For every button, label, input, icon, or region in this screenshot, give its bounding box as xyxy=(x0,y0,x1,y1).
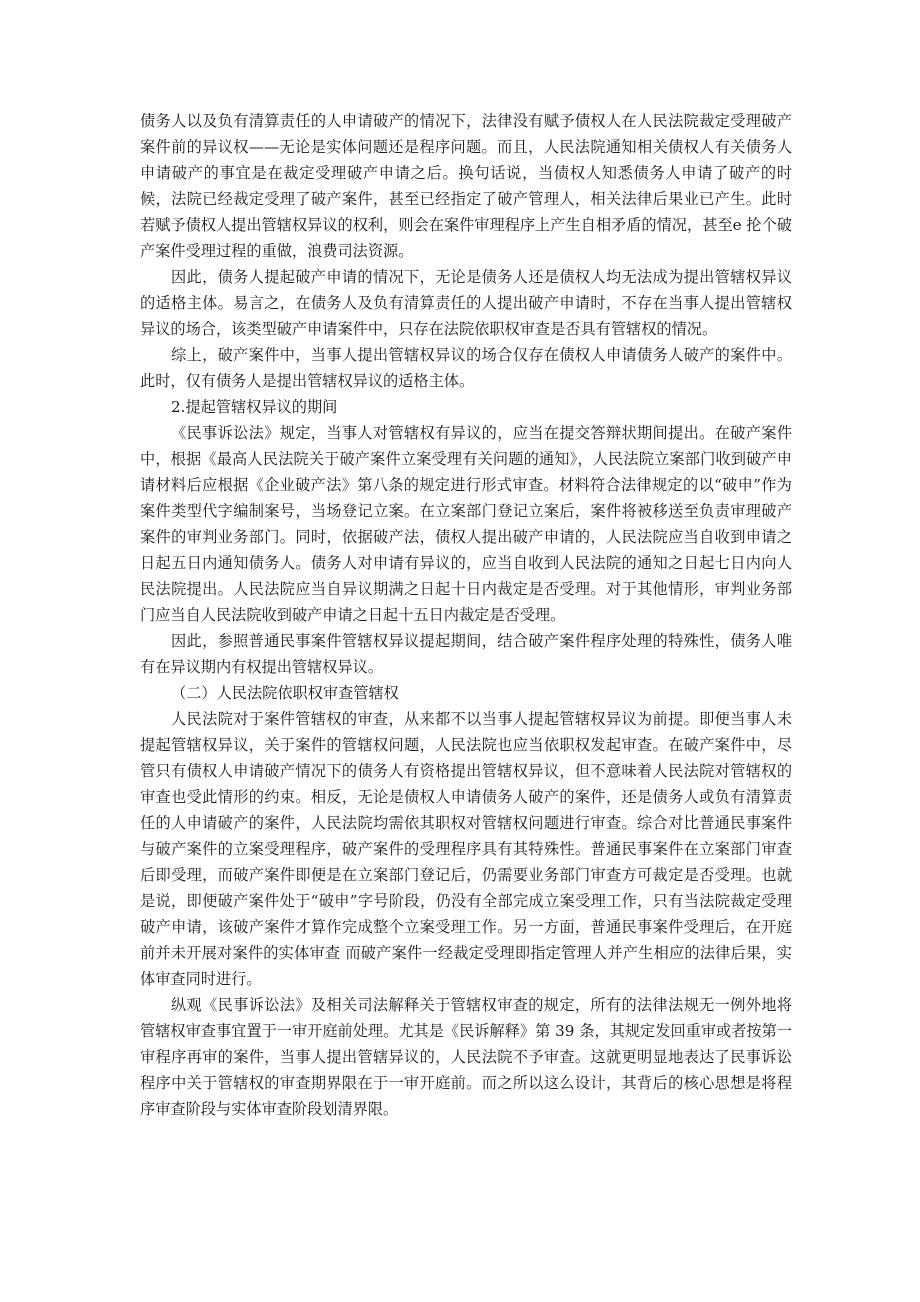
paragraph-5: 因此，参照普通民事案件管辖权异议提起期间，结合破产案件程序处理的特殊性，债务人唯有在异议期内有权提出管辖权异议。 xyxy=(140,632,792,676)
paragraph-7: 纵观《民事诉讼法》及相关司法解释关于管辖权审查的规定，所有的法律法规无一例外地将管辖权审查事宜置于一审开庭前处理。尤其是《民诉解释》第 39 条，其规定发回重审或者按第一审程序再审的案件，当事人提出管辖异议的，人民法院不予审查。这就更明显地表达了民事诉讼程序中关于管辖权的审查期界限在于一审开庭前。而之所以这么设计，其背后的核心思想是将程序审查阶段与实体审查阶段划清界限。 xyxy=(140,996,792,1118)
section-heading-court-review: （二）人民法院依职权审查管辖权 xyxy=(171,684,399,702)
paragraph-3: 综上，破产案件中，当事人提出管辖权异议的场合仅存在债权人申请债务人破产的案件中。此时，仅有债务人是提出管辖权异议的适格主体。 xyxy=(140,346,792,390)
paragraph-1: 债务人以及负有清算责任的人申请破产的情况下，法律没有赋予债权人在人民法院裁定受理破产案件前的异议权——无论是实体问题还是程序问题。而且，人民法院通知相关债权人有关债务人申请破产的事宜是在裁定受理破产申请之后。换句话说，当债权人知悉债务人申请了破产的时候，法院已经裁定受理了破产案件，甚至已经指定了破产管理人，相关法律后果业已产生。此时若赋予债权人提出管辖权异议的权利，则会在案件审理程序上产生自相矛盾的情况，甚至e 抡个破产案件受理过程的重做，浪费司法资源。 xyxy=(140,112,792,260)
section-heading-period: 2.提起管辖权异议的期间 xyxy=(171,398,338,416)
paragraph-6: 人民法院对于案件管辖权的审查，从来都不以当事人提起管辖权异议为前提。即便当事人未提起管辖权异议，关于案件的管辖权问题，人民法院也应当依职权发起审查。在破产案件中，尽管只有债权人申请破产情况下的债务人有资格提出管辖权异议，但不意味着人民法院对管辖权的审查也受此情形的约束。相反，无论是债权人申请债务人破产的案件，还是债务人或负有清算责任的人申请破产的案件，人民法院均需依其职权对管辖权问题进行审查。综合对比普通民事案件与破产案件的立案受理程序，破产案件的受理程序具有其特殊性。普通民事案件在立案部门审查后即受理，而破产案件即便是在立案部门登记后，仍需要业务部门审查方可裁定是否受理。也就是说，即便破产案件处于“破申”字号阶段，仍没有全部完成立案受理工作，只有当法院裁定受理破产申请，该破产案件才算作完成整个立案受理工作。另一方面，普通民事案件受理后，在开庭前并未开展对案件的实体审查 而破产案件一经裁定受理即指定管理人并产生相应的法律后果，实体审查同时进行。 xyxy=(140,710,792,988)
paragraph-2: 因此，债务人提起破产申请的情况下，无论是债务人还是债权人均无法成为提出管辖权异议的适格主体。易言之，在债务人及负有清算责任的人提出破产申请时，不存在当事人提出管辖权异议的场合，该类型破产申请案件中，只存在法院依职权审查是否具有管辖权的情况。 xyxy=(140,268,792,338)
paragraph-4: 《民事诉讼法》规定，当事人对管辖权有异议的，应当在提交答辩状期间提出。在破产案件中，根据《最高人民法院关于破产案件立案受理有关问题的通知》，人民法院立案部门收到破产申请材料后应根据《企业破产法》第八条的规定进行形式审查。材料符合法律规定的以“破申”作为案件类型代字编制案号，当场登记立案。在立案部门登记立案后，案件将被移送至负责审理破产案件的审判业务部门。同时，依据破产法，债权人提出破产申请的，人民法院应当自收到申请之日起五日内通知债务人。债务人对申请有异议的，应当自收到人民法院的通知之日起七日内向人民法院提出。人民法院应当自异议期满之日起十日内裁定是否受理。对于其他情形，审判业务部门应当自人民法院收到破产申请之日起十五日内裁定是否受理。 xyxy=(140,424,792,624)
document-page xyxy=(140,108,792,1122)
